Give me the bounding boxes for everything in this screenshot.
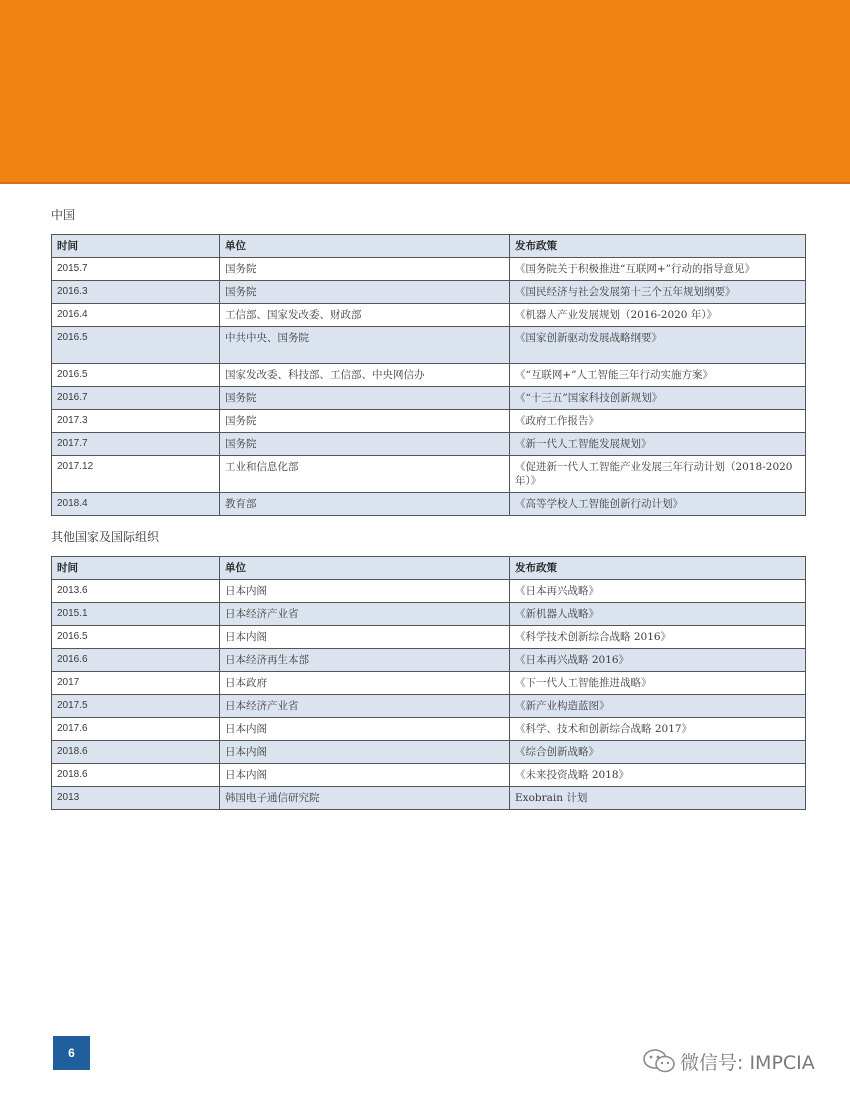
cell-policy: 《“互联网+”人工智能三年行动实施方案》 (510, 364, 806, 387)
cell-time: 2018.6 (52, 741, 220, 764)
cell-time: 2016.5 (52, 327, 220, 364)
page-number-badge (53, 1036, 90, 1070)
cell-policy: 《机器人产业发展规划（2016-2020 年）》 (510, 304, 806, 327)
table-row (52, 327, 806, 364)
cell-time: 2016.7 (52, 387, 220, 410)
cell-policy: 《高等学校人工智能创新行动计划》 (510, 493, 806, 516)
cell-time: 2018.4 (52, 493, 220, 516)
table-row (52, 764, 806, 787)
cell-policy: 《下一代人工智能推进战略》 (510, 672, 806, 695)
cell-time: 2016.5 (52, 626, 220, 649)
cell-policy: 《科学技术创新综合战略 2016》 (510, 626, 806, 649)
wechat-icon (642, 1048, 676, 1074)
cell-policy: 《国务院关于积极推进“互联网+”行动的指导意见》 (510, 258, 806, 281)
cell-policy: 《日本再兴战略》 (510, 580, 806, 603)
cell-unit: 国务院 (220, 433, 510, 456)
cell-time: 2015.1 (52, 603, 220, 626)
others-policy-table (51, 556, 806, 810)
cell-unit: 日本内阁 (220, 764, 510, 787)
cell-unit: 国务院 (220, 281, 510, 304)
cell-time: 2016.3 (52, 281, 220, 304)
cell-unit: 工信部、国家发改委、财政部 (220, 304, 510, 327)
cell-time: 2016.4 (52, 304, 220, 327)
header-unit: 单位 (220, 557, 510, 580)
table-row (52, 433, 806, 456)
cell-unit: 日本经济产业省 (220, 603, 510, 626)
china-policy-table (51, 234, 806, 516)
table-row (52, 456, 806, 493)
cell-unit: 韩国电子通信研究院 (220, 787, 510, 810)
cell-unit: 日本内阁 (220, 626, 510, 649)
table-row (52, 672, 806, 695)
cell-unit: 日本内阁 (220, 718, 510, 741)
cell-unit: 日本内阁 (220, 580, 510, 603)
header-policy: 发布政策 (510, 235, 806, 258)
cell-unit: 中共中央、国务院 (220, 327, 510, 364)
cell-policy: 《科学、技术和创新综合战略 2017》 (510, 718, 806, 741)
table-row (52, 387, 806, 410)
table-header-row (52, 557, 806, 580)
cell-policy: 《未来投资战略 2018》 (510, 764, 806, 787)
cell-unit: 工业和信息化部 (220, 456, 510, 493)
cell-policy: 《促进新一代人工智能产业发展三年行动计划（2018-2020 年）》 (510, 456, 806, 493)
table-row (52, 580, 806, 603)
table-row (52, 258, 806, 281)
section-title-others: 其他国家及国际组织 (51, 530, 160, 544)
cell-time: 2017.12 (52, 456, 220, 493)
cell-unit: 日本内阁 (220, 741, 510, 764)
table-row (52, 741, 806, 764)
cell-time: 2013 (52, 787, 220, 810)
cell-unit: 国务院 (220, 258, 510, 281)
cell-time: 2016.5 (52, 364, 220, 387)
cell-policy: 《“十三五”国家科技创新规划》 (510, 387, 806, 410)
cell-unit: 日本经济产业省 (220, 695, 510, 718)
table-row (52, 626, 806, 649)
cell-policy: 《国家创新驱动发展战略纲要》 (510, 327, 806, 364)
cell-policy: 《新机器人战略》 (510, 603, 806, 626)
cell-unit: 教育部 (220, 493, 510, 516)
table-row (52, 410, 806, 433)
cell-time: 2017.7 (52, 433, 220, 456)
cell-policy: 《日本再兴战略 2016》 (510, 649, 806, 672)
table-row (52, 304, 806, 327)
table-header-row (52, 235, 806, 258)
header-policy: 发布政策 (510, 557, 806, 580)
section-title-china: 中国 (51, 208, 76, 222)
cell-unit: 日本政府 (220, 672, 510, 695)
cell-policy: Exobrain 计划 (510, 787, 806, 810)
cell-time: 2017.6 (52, 718, 220, 741)
cell-unit: 日本经济再生本部 (220, 649, 510, 672)
cell-unit: 国务院 (220, 387, 510, 410)
watermark (642, 1046, 815, 1076)
header-time: 时间 (52, 557, 220, 580)
cell-time: 2017.3 (52, 410, 220, 433)
page-number: 6 (68, 1046, 75, 1060)
cell-time: 2016.6 (52, 649, 220, 672)
cell-unit: 国务院 (220, 410, 510, 433)
header-unit: 单位 (220, 235, 510, 258)
table-row (52, 718, 806, 741)
cell-time: 2013.6 (52, 580, 220, 603)
header-time: 时间 (52, 235, 220, 258)
table-row (52, 281, 806, 304)
table-row (52, 649, 806, 672)
cell-time: 2015.7 (52, 258, 220, 281)
cell-policy: 《政府工作报告》 (510, 410, 806, 433)
cell-policy: 《新一代人工智能发展规划》 (510, 433, 806, 456)
table-row (52, 603, 806, 626)
watermark-text: 微信号: IMPCIA (680, 1051, 815, 1074)
cell-time: 2018.6 (52, 764, 220, 787)
table-row (52, 364, 806, 387)
cell-policy: 《综合创新战略》 (510, 741, 806, 764)
table-row (52, 493, 806, 516)
cell-policy: 《国民经济与社会发展第十三个五年规划纲要》 (510, 281, 806, 304)
cell-time: 2017 (52, 672, 220, 695)
table-row (52, 787, 806, 810)
table-row (52, 695, 806, 718)
header-banner (0, 0, 850, 184)
cell-policy: 《新产业构造蓝图》 (510, 695, 806, 718)
cell-unit: 国家发改委、科技部、工信部、中央网信办 (220, 364, 510, 387)
cell-time: 2017.5 (52, 695, 220, 718)
